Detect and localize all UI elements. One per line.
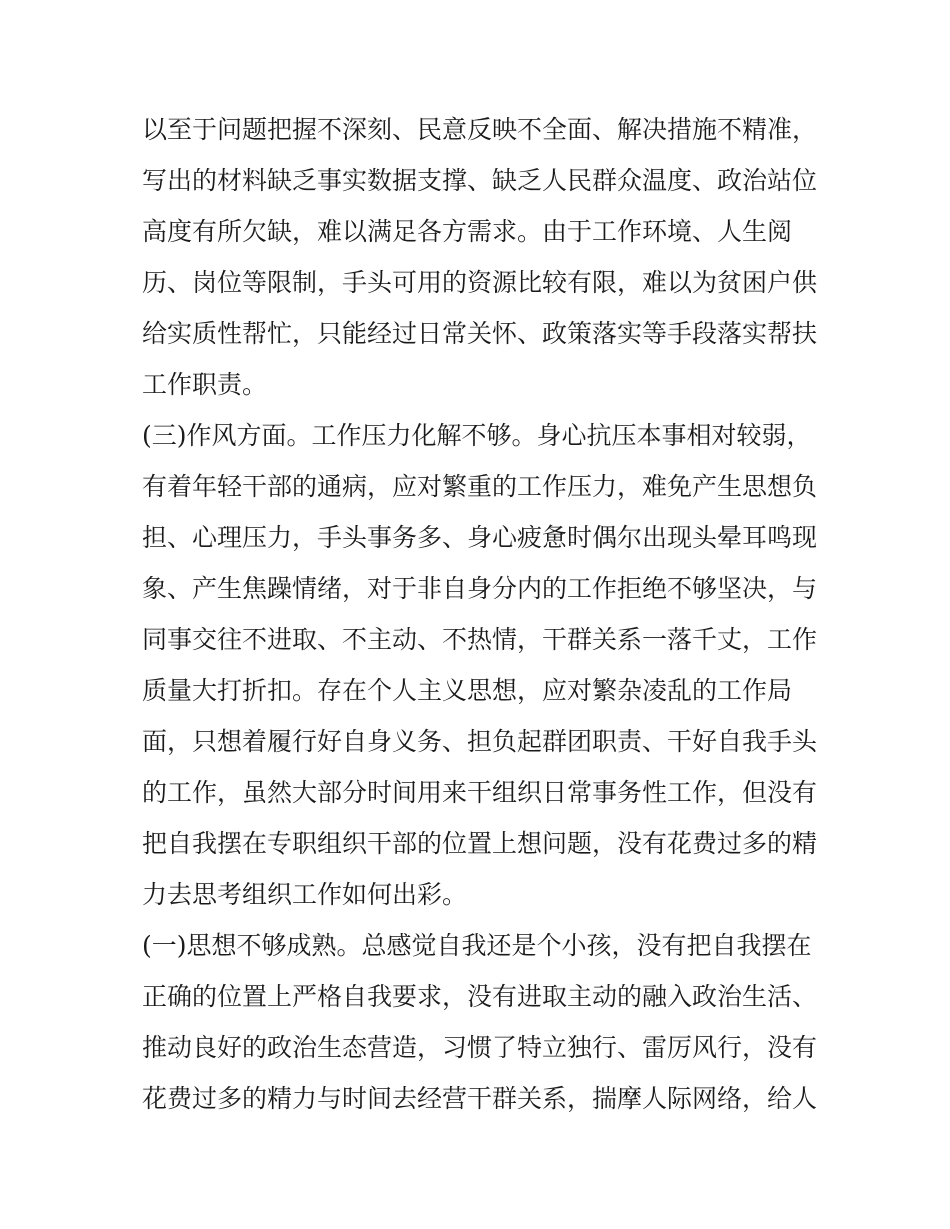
text-line: 花费过多的精力与时间去经营干群关系，揣摩人际网络，给人 — [142, 1084, 818, 1113]
text-line: 力去思考组织工作如何出彩。 — [142, 880, 468, 909]
text-line: 推动良好的政治生态营造，习惯了特立独行、雷厉风行，没有 — [142, 1033, 818, 1062]
section-heading-line: (一)思想不够成熟。总感觉自我还是个小孩，没有把自我摆在 — [142, 931, 812, 960]
text-line: 有着年轻干部的通病，应对繁重的工作压力，难免产生思想负 — [142, 472, 818, 501]
text-line: 以至于问题把握不深刻、民意反映不全面、解决措施不精准， — [142, 115, 818, 144]
section-heading-line: (三)作风方面。工作压力化解不够。身心抗压本事相对较弱， — [142, 421, 812, 450]
text-line: 象、产生焦躁情绪，对于非自身分内的工作拒绝不够坚决，与 — [142, 574, 818, 603]
text-line: 同事交往不进取、不主动、不热情，干群关系一落千丈，工作 — [142, 625, 818, 654]
text-line: 写出的材料缺乏事实数据支撑、缺乏人民群众温度、政治站位 — [142, 166, 818, 195]
text-line: 历、岗位等限制，手头可用的资源比较有限，难以为贫困户供 — [142, 268, 818, 297]
document-body — [142, 104, 822, 1124]
text-line: 担、心理压力，手头事务多、身心疲惫时偶尔出现头晕耳鸣现 — [142, 523, 818, 552]
text-line: 给实质性帮忙，只能经过日常关怀、政策落实等手段落实帮扶 — [142, 319, 818, 348]
text-line: 面，只想着履行好自身义务、担负起群团职责、干好自我手头 — [142, 727, 818, 756]
text-line: 正确的位置上严格自我要求，没有进取主动的融入政治生活、 — [142, 982, 818, 1011]
text-line: 工作职责。 — [142, 370, 268, 399]
text-line: 把自我摆在专职组织干部的位置上想问题，没有花费过多的精 — [142, 829, 818, 858]
text-line: 高度有所欠缺，难以满足各方需求。由于工作环境、人生阅 — [142, 217, 793, 246]
text-line: 的工作，虽然大部分时间用来干组织日常事务性工作，但没有 — [142, 778, 818, 807]
text-line: 质量大打折扣。存在个人主义思想，应对繁杂凌乱的工作局 — [142, 676, 793, 705]
